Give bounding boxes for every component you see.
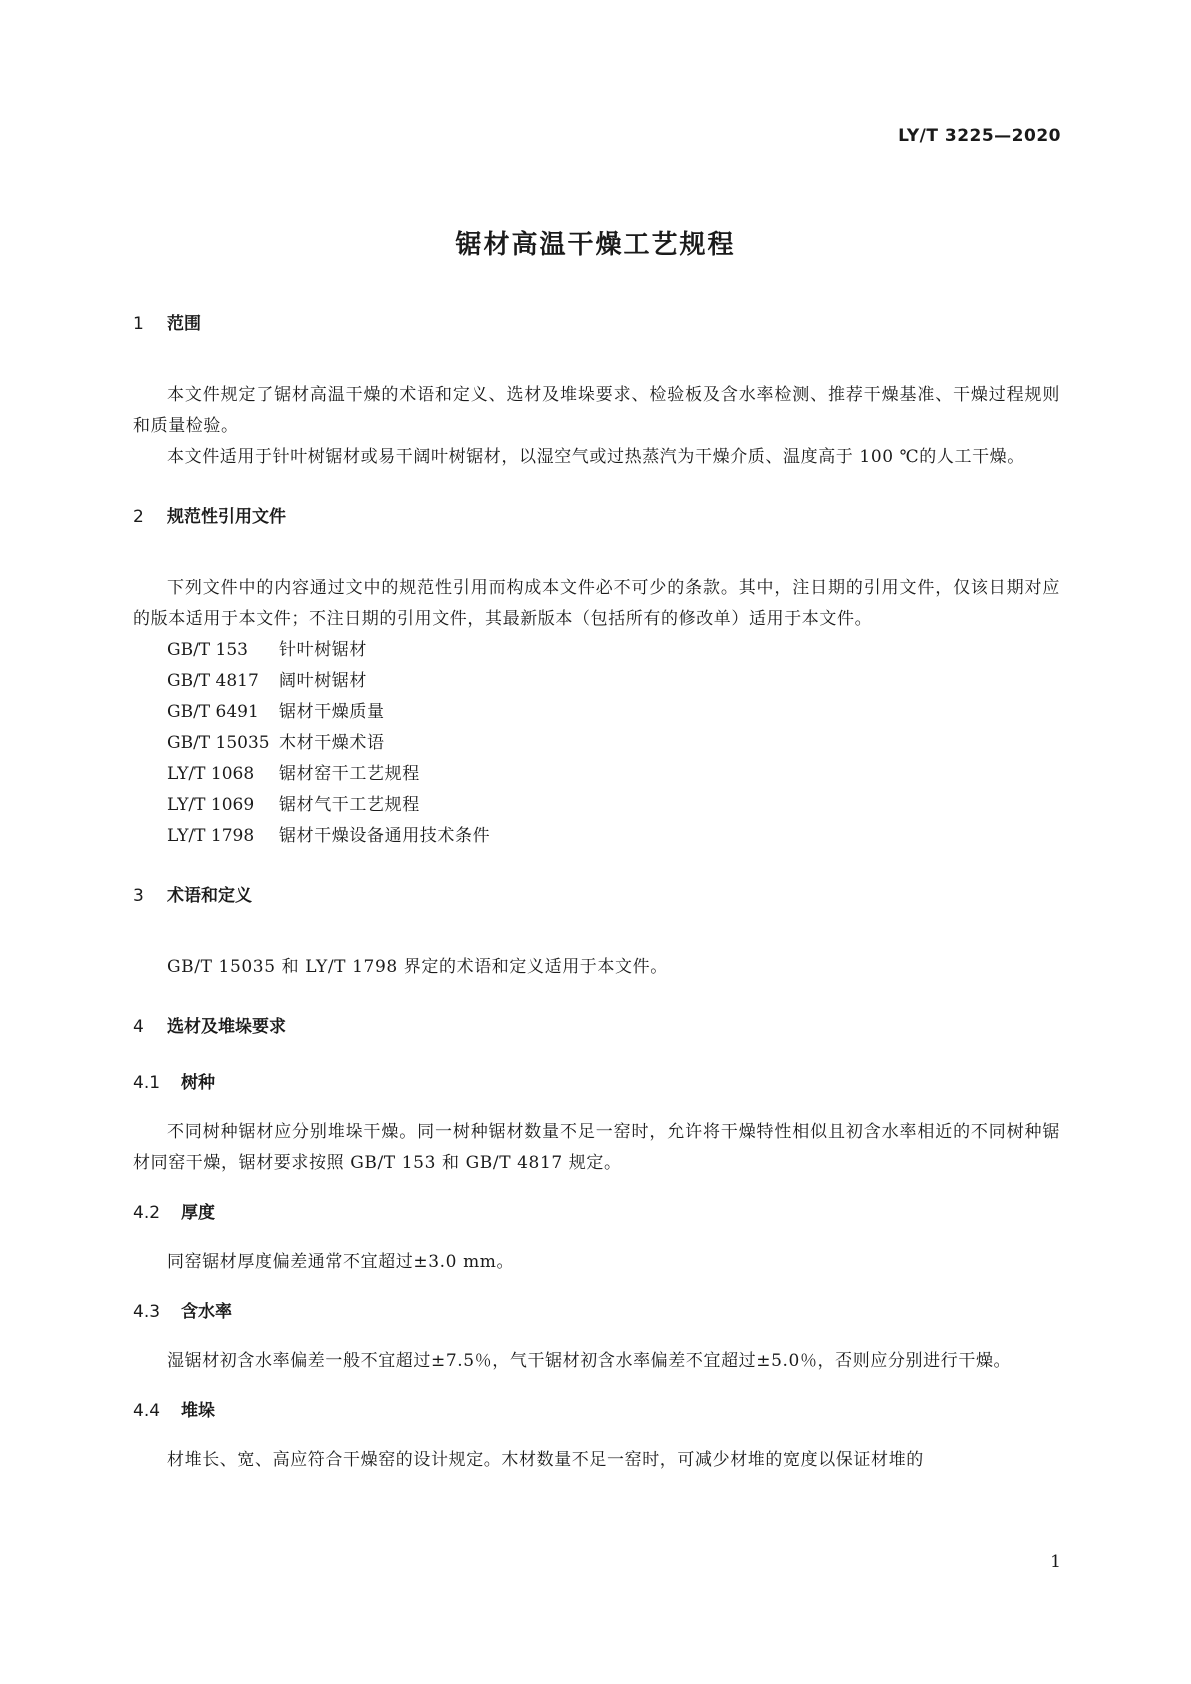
section-number: 1 bbox=[133, 314, 144, 334]
reference-title: 针叶树锯材 bbox=[279, 640, 367, 660]
reference-code: GB/T 6491 bbox=[167, 702, 259, 722]
section-heading bbox=[133, 1015, 1060, 1039]
reference-title: 锯材窑干工艺规程 bbox=[279, 764, 420, 784]
section-title: 规范性引用文件 bbox=[167, 507, 286, 527]
section-number: 3 bbox=[133, 886, 144, 906]
subsection-heading bbox=[133, 1071, 1060, 1095]
reference-item bbox=[133, 759, 1060, 790]
subsection-number: 4.1 bbox=[133, 1073, 161, 1093]
subsection-heading bbox=[133, 1201, 1060, 1225]
paragraph: 湿锯材初含水率偏差一般不宜超过±7.5％，气干锯材初含水率偏差不宜超过±5.0％，否则应分别进行干燥。 bbox=[167, 1351, 1012, 1371]
reference-code: GB/T 153 bbox=[167, 640, 248, 660]
subsection-heading bbox=[133, 1399, 1060, 1423]
reference-item bbox=[133, 790, 1060, 821]
section-title: 范围 bbox=[167, 314, 201, 334]
paragraph: 本文件规定了锯材高温干燥的术语和定义、选材及堆垛要求、检验板及含水率检测、推荐干燥基准、干燥过程规则和质量检验。 bbox=[133, 385, 1060, 436]
reference-item bbox=[133, 728, 1060, 759]
reference-code: GB/T 15035 bbox=[167, 733, 270, 753]
subsection-number: 4.4 bbox=[133, 1401, 161, 1421]
paragraph: 同窑锯材厚度偏差通常不宜超过±3.0 mm。 bbox=[167, 1252, 515, 1272]
subsection-title: 树种 bbox=[181, 1073, 215, 1093]
section-title: 选材及堆垛要求 bbox=[167, 1017, 286, 1037]
subsection-heading bbox=[133, 1300, 1060, 1324]
reference-item bbox=[133, 821, 1060, 852]
paragraph: 材堆长、宽、高应符合干燥窑的设计规定。木材数量不足一窑时，可减少材堆的宽度以保证材堆的 bbox=[167, 1450, 924, 1470]
reference-item bbox=[133, 635, 1060, 666]
reference-title: 锯材气干工艺规程 bbox=[279, 795, 420, 815]
document-body bbox=[133, 312, 1060, 1476]
subsection-title: 堆垛 bbox=[181, 1401, 215, 1421]
section-number: 2 bbox=[133, 507, 144, 527]
section-title: 术语和定义 bbox=[167, 886, 252, 906]
document-title: 锯材高温干燥工艺规程 bbox=[455, 230, 736, 260]
reference-title: 锯材干燥设备通用技术条件 bbox=[279, 826, 491, 846]
reference-code: LY/T 1068 bbox=[167, 764, 255, 784]
paragraph: 下列文件中的内容通过文中的规范性引用而构成本文件必不可少的条款。其中，注日期的引用文件，仅该日期对应的版本适用于本文件；不注日期的引用文件，其最新版本（包括所有的修改单）适用于本文件。 bbox=[133, 578, 1060, 629]
section-heading bbox=[133, 884, 1060, 908]
reference-item bbox=[133, 697, 1060, 728]
section-heading bbox=[133, 505, 1060, 529]
paragraph: GB/T 15035 和 LY/T 1798 界定的术语和定义适用于本文件。 bbox=[167, 957, 668, 977]
reference-title: 锯材干燥质量 bbox=[279, 702, 385, 722]
section-number: 4 bbox=[133, 1017, 144, 1037]
paragraph: 本文件适用于针叶树锯材或易干阔叶树锯材，以湿空气或过热蒸汽为干燥介质、温度高于 100 ℃的人工干燥。 bbox=[167, 447, 1025, 467]
standard-code: LY/T 3225—2020 bbox=[898, 126, 1061, 146]
subsection-title: 含水率 bbox=[181, 1302, 232, 1322]
paragraph: 不同树种锯材应分别堆垛干燥。同一树种锯材数量不足一窑时，允许将干燥特性相似且初含水率相近的不同树种锯材同窑干燥，锯材要求按照 GB/T 153 和 GB/T 4817 规定。 bbox=[133, 1122, 1060, 1173]
page-number: 1 bbox=[1050, 1552, 1061, 1572]
reference-title: 阔叶树锯材 bbox=[279, 671, 367, 691]
subsection-number: 4.3 bbox=[133, 1302, 161, 1322]
section-heading bbox=[133, 312, 1060, 336]
reference-code: LY/T 1798 bbox=[167, 826, 255, 846]
reference-code: LY/T 1069 bbox=[167, 795, 255, 815]
subsection-title: 厚度 bbox=[181, 1203, 215, 1223]
subsection-number: 4.2 bbox=[133, 1203, 161, 1223]
reference-item bbox=[133, 666, 1060, 697]
reference-title: 木材干燥术语 bbox=[279, 733, 385, 753]
reference-code: GB/T 4817 bbox=[167, 671, 259, 691]
